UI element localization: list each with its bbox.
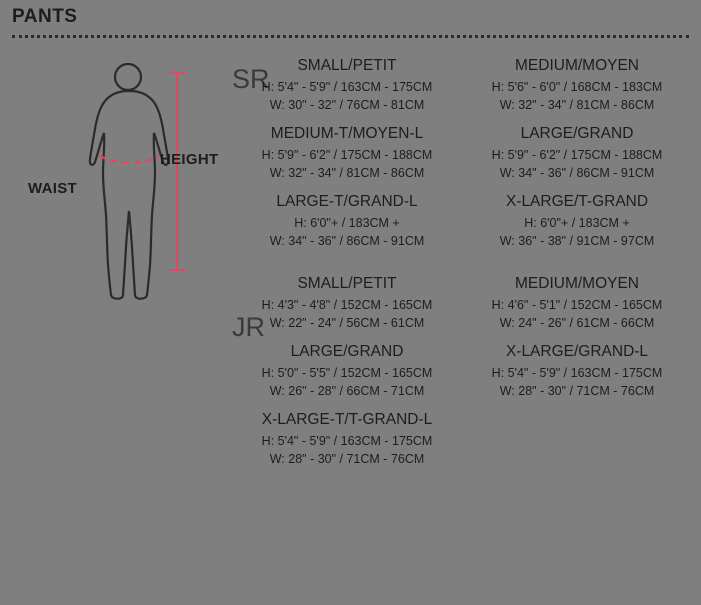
page-title: PANTS: [12, 6, 78, 27]
size-waist: W: 28" - 30" / 71CM - 76CM: [269, 452, 425, 466]
size-waist: W: 22" - 24" / 56CM - 61CM: [269, 316, 425, 330]
size-title: MEDIUM/MOYEN: [515, 57, 639, 74]
size-cell: [462, 55, 692, 123]
waist-label: WAIST: [28, 180, 77, 197]
size-waist: W: 28" - 30" / 71CM - 76CM: [499, 384, 655, 398]
table-row: [232, 191, 692, 259]
table-row: [232, 409, 692, 477]
size-waist: W: 32" - 34" / 81CM - 86CM: [499, 98, 655, 112]
size-cell: [232, 341, 462, 409]
size-waist: W: 24" - 26" / 61CM - 66CM: [499, 316, 655, 330]
size-waist: W: 36" - 38" / 91CM - 97CM: [499, 234, 655, 248]
size-title: X-LARGE/T-GRAND: [505, 193, 649, 210]
size-height: H: 5'9" - 6'2" / 175CM - 188CM: [261, 148, 433, 162]
size-height: H: 6'0"+ / 183CM +: [524, 216, 630, 230]
body-diagram-svg: [55, 55, 235, 305]
size-cell: [232, 409, 462, 477]
size-height: H: 5'4" - 5'9" / 163CM - 175CM: [261, 80, 433, 94]
size-height: H: 5'4" - 5'9" / 163CM - 175CM: [261, 434, 433, 448]
size-cell: [232, 191, 462, 259]
size-title: LARGE-T/GRAND-L: [276, 193, 418, 210]
size-title: LARGE/GRAND: [290, 343, 404, 360]
size-height: H: 5'9" - 6'2" / 175CM - 188CM: [491, 148, 663, 162]
size-title: SMALL/PETIT: [297, 275, 397, 292]
size-title: SMALL/PETIT: [297, 57, 397, 74]
size-waist: W: 34" - 36" / 86CM - 91CM: [499, 166, 655, 180]
empty-cell: [462, 409, 692, 477]
size-cell: [232, 123, 462, 191]
size-waist: W: 34" - 36" / 86CM - 91CM: [269, 234, 425, 248]
size-waist: W: 26" - 28" / 66CM - 71CM: [269, 384, 425, 398]
size-height: H: 5'6" - 6'0" / 168CM - 183CM: [491, 80, 663, 94]
size-title: X-LARGE-T/T-GRAND-L: [261, 411, 433, 428]
size-cell: [462, 191, 692, 259]
size-title: MEDIUM-T/MOYEN-L: [270, 125, 424, 142]
header-divider: [12, 35, 689, 38]
waist-indicator-line: [99, 155, 159, 163]
size-title: X-LARGE/GRAND-L: [505, 343, 649, 360]
size-title: MEDIUM/MOYEN: [515, 275, 639, 292]
size-waist: W: 32" - 34" / 81CM - 86CM: [269, 166, 425, 180]
size-cell: [462, 123, 692, 191]
size-height: H: 4'3" - 4'8" / 152CM - 165CM: [261, 298, 433, 312]
size-cell: [462, 273, 692, 341]
size-waist: W: 30" - 32" / 76CM - 81CM: [269, 98, 425, 112]
size-title: LARGE/GRAND: [520, 125, 634, 142]
table-row: [232, 341, 692, 409]
size-cell: [232, 55, 462, 123]
height-label: HEIGHT: [160, 151, 219, 168]
table-row: [232, 123, 692, 191]
size-height: H: 5'0" - 5'5" / 152CM - 165CM: [261, 366, 433, 380]
size-height: H: 4'6" - 5'1" / 152CM - 165CM: [491, 298, 663, 312]
table-row: [232, 273, 692, 341]
head-shape: [115, 64, 141, 90]
size-chart-grid: [232, 55, 692, 477]
size-height: H: 6'0"+ / 183CM +: [294, 216, 400, 230]
section-spacer: [232, 259, 692, 273]
body-shape: [90, 91, 168, 299]
size-cell: [232, 273, 462, 341]
table-row: [232, 55, 692, 123]
size-cell: [462, 341, 692, 409]
section-label-sr: SR: [232, 64, 270, 94]
measurement-figure: [20, 55, 235, 305]
section-label-jr: JR: [232, 312, 265, 342]
size-height: H: 5'4" - 5'9" / 163CM - 175CM: [491, 366, 663, 380]
